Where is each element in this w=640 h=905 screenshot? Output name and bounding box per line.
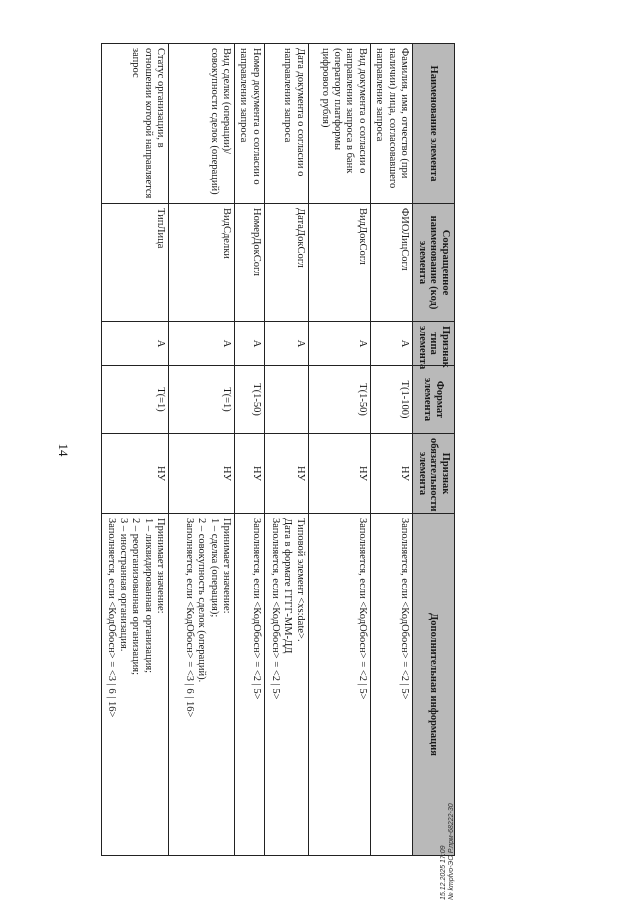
cell-name: Статус организации, в отношении которой направляется запрос	[102, 44, 169, 204]
cell-info	[264, 514, 308, 856]
info-line: Принимает значение:	[221, 518, 233, 614]
cell-format	[264, 366, 308, 434]
cell-info	[308, 514, 370, 856]
cell-name: Дата документа о согласии о направлении запроса	[264, 44, 308, 204]
cell-code: ВидДокСогл	[308, 204, 370, 322]
spec-table	[101, 43, 455, 856]
column-header-format: Формат элемента	[413, 366, 455, 434]
cell-name: Вид сделки (операции)/ совокупности сделок (операций)	[169, 44, 235, 204]
table-header-row	[413, 44, 455, 856]
cell-format: Т(=1)	[169, 366, 235, 434]
cell-type: А	[169, 322, 235, 366]
cell-format: Т(1-50)	[308, 366, 370, 434]
column-header-info: Дополнительная информация	[413, 514, 455, 856]
cell-name: Номер документа о согласии о направлении запроса	[235, 44, 265, 204]
table-row	[169, 44, 235, 856]
info-line: 1 – ликвидированная организация;	[142, 518, 154, 674]
cell-required: НУ	[370, 434, 412, 514]
cell-type: А	[308, 322, 370, 366]
document-stamp	[440, 770, 470, 900]
cell-format: Т(1-100)	[370, 366, 412, 434]
info-line: Заполняется, если <КодОбосн> = <2 | 5>	[250, 518, 262, 700]
cell-type: А	[264, 322, 308, 366]
cell-format: Т(1-50)	[235, 366, 265, 434]
table-row	[264, 44, 308, 856]
cell-required: НУ	[169, 434, 235, 514]
column-header-required: Признак обязательности элемента	[413, 434, 455, 514]
info-line: 2 – совокупность сделок (операций).	[196, 518, 208, 683]
cell-info	[235, 514, 265, 856]
cell-format: Т(=1)	[102, 366, 169, 434]
cell-info	[102, 514, 169, 856]
table-row	[102, 44, 169, 856]
column-header-code: Сокращенное наименование (код) элемента	[413, 204, 455, 322]
cell-type: А	[235, 322, 265, 366]
cell-name: Фамилия, имя, отчество (при наличии) лица, согласовавшего направление запроса	[370, 44, 412, 204]
info-line: Принимает значение:	[155, 518, 167, 614]
cell-code: ДатаДокСогл	[264, 204, 308, 322]
info-line: Заполняется, если <КодОбосн> = <3 | 6 | 16>	[105, 518, 117, 718]
info-line: Заполняется, если <КодОбосн> = <2 | 5>	[270, 518, 282, 700]
cell-type: А	[102, 322, 169, 366]
column-header-type: Признак типа элемента	[413, 322, 455, 366]
table-row	[308, 44, 370, 856]
cell-name: Вид документа о согласии о направлении запроса в банк (оператору платформы цифрового рубля)	[308, 44, 370, 204]
cell-code: ВидСделки	[169, 204, 235, 322]
cell-code: НомерДокСогл	[235, 204, 265, 322]
page-number: 14	[56, 443, 71, 457]
table-row	[370, 44, 412, 856]
cell-required: НУ	[102, 434, 169, 514]
cell-code: ТипЛица	[102, 204, 169, 322]
info-line: Типовой элемент <xs:date>.	[294, 518, 306, 642]
table-row	[235, 44, 265, 856]
cell-required: НУ	[308, 434, 370, 514]
stamp-number: № kmpfvo-ЭО Р.прм-68222-30	[448, 803, 456, 900]
info-line: Заполняется, если <КодОбосн> = <3 | 6 | 16>	[184, 518, 195, 718]
info-line: 3 – иностранная организация.	[118, 518, 129, 652]
stamp-date: 15.12.2025 17:09	[440, 845, 447, 900]
column-header-name: Наименование элемента	[413, 44, 455, 204]
cell-required: НУ	[264, 434, 308, 514]
info-line: Заполняется, если <КодОбосн> = <2 | 5>	[356, 518, 368, 700]
info-line: Заполняется, если <КодОбосн> = <2 | 5>	[399, 518, 410, 700]
info-line: Дата в формате ГГГГ-ММ-ДД	[282, 518, 294, 654]
cell-info	[370, 514, 412, 856]
cell-info	[169, 514, 235, 856]
info-line: 2 – реорганизованная организация;	[130, 518, 142, 676]
cell-required: НУ	[235, 434, 265, 514]
table-container	[105, 43, 455, 855]
cell-type: А	[370, 322, 412, 366]
info-line: 1 – сделка (операция);	[208, 518, 220, 618]
cell-code: ФИОЛицСогл	[370, 204, 412, 322]
